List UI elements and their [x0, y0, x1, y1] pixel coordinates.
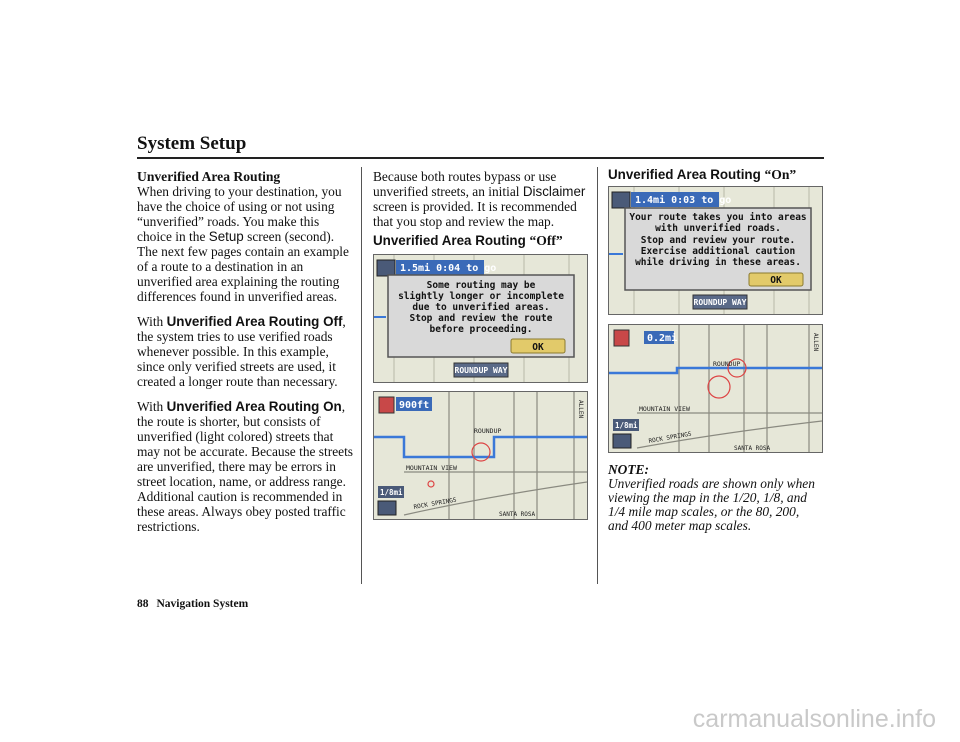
text-line: unverified area explaining the routing [137, 274, 340, 289]
popup-line: slightly longer or incomplete [398, 291, 564, 302]
note-line: 1/4 mile map scales, or the 80, 200, [608, 504, 800, 519]
text-fragment: , [342, 314, 346, 329]
note-label: NOTE: [608, 462, 649, 477]
page-title: System Setup [137, 133, 247, 154]
column-divider-1 [361, 167, 362, 584]
screenshot-routing-on-map [608, 324, 823, 453]
map-menu-icon [612, 192, 630, 208]
text-line: The next few pages contain an example [137, 244, 349, 259]
column-divider-2 [597, 167, 598, 584]
heading-label: Unverified Area Routing [373, 233, 530, 248]
text-line: are unverified, there may be errors in [137, 459, 336, 474]
heading-label: Unverified Area Routing [608, 167, 765, 182]
text-line: the system tries to use verified roads [137, 329, 333, 344]
column-1 [137, 169, 355, 544]
popup-line: Some routing may be [426, 280, 536, 291]
text-line: that you stop and review the map. [373, 214, 555, 229]
ok-button-label: OK [532, 342, 544, 353]
popup-line: Exercise additional caution [640, 246, 796, 257]
street-name: ROUNDUP WAY [693, 298, 747, 307]
map-label-santa-rosa: SANTA ROSA [499, 511, 536, 518]
text-line: street location, name, or address range. [137, 474, 346, 489]
disclaimer-term: Disclaimer [522, 184, 586, 199]
screen-button-icon [378, 501, 396, 515]
popup-line: Your route takes you into areas [629, 212, 807, 223]
popup-line: Stop and review the route [409, 313, 553, 324]
map-label-mountain-view: MOUNTAIN VIEW [639, 405, 690, 413]
compass-icon [379, 397, 394, 413]
map-label-allen: ALLEN [577, 400, 584, 419]
popup-line: Stop and review your route. [640, 235, 796, 246]
routing-on-heading [608, 167, 796, 183]
text-line: whenever possible. In this example, [137, 344, 329, 359]
text-fragment: choice in the [137, 229, 209, 244]
heading-value: “On” [764, 167, 797, 182]
text-line: may not be accurate. Because the streets [137, 444, 354, 459]
section-heading: Unverified Area Routing [137, 169, 281, 184]
screenshot-routing-off-map [373, 391, 588, 520]
text-line: unverified (light colored) streets that [137, 429, 334, 444]
text-fragment: With [137, 399, 167, 414]
text-line: since only verified streets are used, it [137, 359, 336, 374]
map-label-rock-springs: ROCK SPRINGS [413, 496, 458, 511]
column-2 [373, 169, 593, 229]
text-line: When driving to your destination, you [137, 184, 342, 199]
text-fragment: With [137, 314, 167, 329]
screen-button-icon [613, 434, 631, 448]
text-line: these areas. Always obey posted traffic [137, 504, 346, 519]
text-fragment: , [341, 399, 346, 414]
screenshot-routing-on-disclaimer [608, 186, 823, 315]
option-routing-off: Unverified Area Routing Off [166, 314, 343, 329]
map-label-roundup: ROUNDUP [713, 360, 741, 368]
option-routing-on: Unverified Area Routing On [166, 399, 342, 414]
map-background [609, 325, 822, 452]
popup-line: while driving in these areas. [635, 257, 801, 268]
popup-line: with unverified roads. [655, 223, 781, 234]
text-line: “unverified” roads. You make this [137, 214, 320, 229]
text-line: screen is provided. It is recommended [373, 199, 577, 214]
popup-line: before proceeding. [429, 324, 533, 335]
note-line: and 400 meter map scales. [608, 518, 752, 533]
distance-text: 1.4mi 0:03 to go [635, 195, 732, 206]
text-line: Because both routes bypass or use [373, 169, 557, 184]
ok-button-label: OK [770, 275, 782, 286]
note-line: viewing the map in the 1/20, 1/8, and [608, 490, 807, 505]
page-footer [137, 598, 248, 610]
page-number: 88 [137, 598, 149, 610]
map-label-roundup: ROUNDUP [474, 427, 502, 435]
map-scale: 0.2mi [647, 333, 678, 344]
note-block [608, 463, 822, 533]
street-name: ROUNDUP WAY [454, 366, 508, 375]
watermark: carmanualsonline.info [692, 705, 936, 733]
text-line: differences found in unverified areas. [137, 289, 338, 304]
popup-line: due to unverified areas. [412, 302, 550, 313]
text-fragment: screen (second). [243, 229, 335, 244]
title-rule [137, 157, 824, 159]
zoom-scale-label: 1/8mi [615, 421, 638, 430]
text-line: have the choice of using or not using [137, 199, 335, 214]
compass-icon [614, 330, 629, 346]
screenshot-routing-off-disclaimer [373, 254, 588, 383]
map-scale: 900ft [399, 400, 430, 411]
text-line: Additional caution is recommended in [137, 489, 343, 504]
distance-text: 1.5mi 0:04 to go [400, 263, 497, 274]
map-label-mountain-view: MOUNTAIN VIEW [406, 464, 457, 472]
map-label-allen: ALLEN [812, 333, 819, 352]
map-label-rock-springs: ROCK SPRINGS [648, 430, 693, 445]
text-fragment: unverified streets, an initial [373, 184, 523, 199]
text-line: of a route to a destination in an [137, 259, 304, 274]
text-line: the route is shorter, but consists of [137, 414, 321, 429]
text-line: created a longer route than necessary. [137, 374, 338, 389]
note-line: Unverified roads are shown only when [608, 476, 815, 491]
zoom-scale-label: 1/8mi [380, 488, 403, 497]
heading-value: “Off” [529, 233, 563, 248]
footer-section: Navigation System [156, 598, 249, 610]
map-label-santa-rosa: SANTA ROSA [734, 445, 771, 452]
map-menu-icon [377, 260, 395, 276]
setup-term: Setup [208, 229, 244, 244]
text-line: restrictions. [137, 519, 200, 534]
routing-off-heading [373, 233, 563, 249]
